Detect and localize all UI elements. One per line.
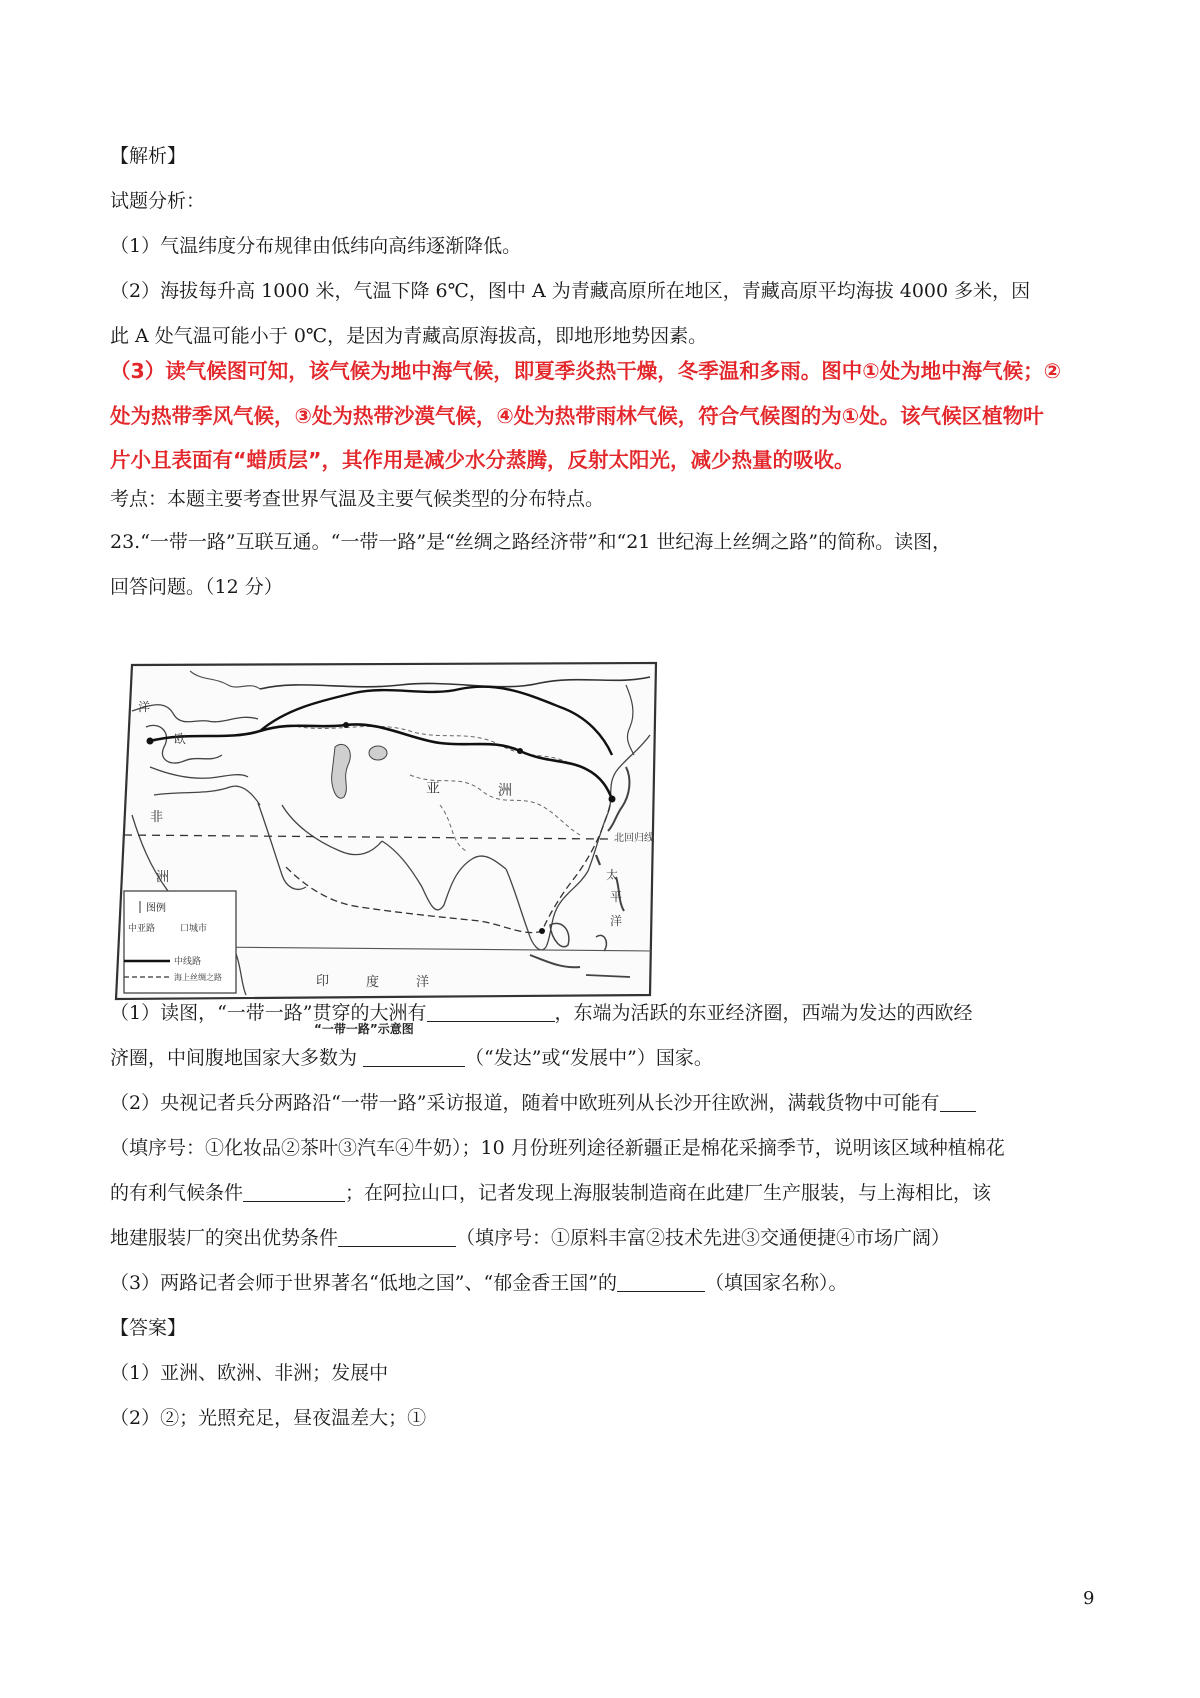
map-label-asia-2: 洲 [498,783,512,799]
map-label-europe: 欧 [174,732,187,746]
analysis-point-3-line-2: 处为热带季风气候，③处为热带沙漠气候，④处为热带雨林气候，符合气候图的为①处。该气候区植物叶 [110,404,1044,428]
map-label-indian-1: 印 [316,974,330,989]
sub-question-3-line: （3）两路记者会师于世界著名“低地之国”、“郁金香王国”的 （填国家名称）。 [110,1272,848,1294]
sub-question-1-line-2: 济圈，中间腹地国家大多数为 （“发达”或“发展中”）国家。 [110,1047,713,1069]
analysis-point-1: （1）气温纬度分布规律由低纬向高纬逐渐降低。 [110,235,522,257]
map-label-africa-1: 非 [150,810,164,825]
map-label-indian-3: 洋 [416,975,430,990]
map-label-tropic: 北回归线 [614,833,654,844]
analysis-point-2-line-1: （2）海拔每升高 1000 米，气温下降 6℃，图中 A 为青藏高原所在地区，青藏高原平均海拔 4000 多米，因 [110,280,1031,302]
map-label-asia-1: 亚 [426,781,440,797]
sub-question-2-line-2: （填序号：①化妆品②茶叶③汽车④牛奶）；10 月份班列途径新疆正是棉花采摘季节，说明该区域种植棉花 [110,1137,1005,1159]
map-label-pacific-3: 洋 [610,914,623,928]
legend-title: 图例 [146,903,166,914]
question-23-stem-line-1: 23.“一带一路”互联互通。“一带一路”是“丝绸之路经济带”和“21 世纪海上丝绸之路”的简称。读图， [110,531,952,553]
sub-question-1-line-1: （1）读图，“一带一路”贯穿的大洲有 ，东端为活跃的东亚经济圈，西端为发达的西欧经 [110,1002,973,1024]
legend-item-1: 中亚路 [128,924,156,934]
legend-item-4: 海上丝绸之路 [174,973,222,982]
sub-question-2-line-1: （2）央视记者兵分两路沿“一带一路”采访报道，随着中欧班列从长沙开往欧洲，满载货物中可能有 [110,1090,1100,1116]
analysis-heading: 【解析】 [110,145,187,167]
map-label-atlantic: 洋 [138,700,151,714]
answer-blank-climate[interactable] [243,1181,345,1202]
analysis-intro: 试题分析： [110,190,206,212]
map-caption: “一带一路”示意图 [314,1022,414,1036]
legend-item-2: 口城市 [180,924,208,934]
answer-2: （2）②；光照充足，昼夜温差大；① [110,1407,427,1429]
map-label-pacific-1: 太 [606,868,619,882]
answer-blank-continents[interactable] [427,1001,555,1022]
page-number: 9 [1083,1588,1095,1609]
map-label-indian-2: 度 [366,975,380,990]
answer-blank-development[interactable] [363,1046,465,1067]
legend-item-3: 中线路 [174,957,202,967]
map-label-africa-2: 洲 [156,870,170,885]
map-label-pacific-2: 平 [610,890,623,904]
answer-blank-advantage[interactable] [338,1226,456,1247]
sub-question-2-line-3: 的有利气候条件 ；在阿拉山口，记者发现上海服装制造商在此建厂生产服装，与上海相比，该 [110,1182,992,1204]
analysis-point-2-line-2: 此 A 处气温可能小于 0℃，是因为青藏高原海拔高，即地形地势因素。 [110,325,708,347]
answer-blank-country[interactable] [617,1271,705,1292]
sub-question-2-line-4: 地建服装厂的突出优势条件 （填序号：①原料丰富②技术先进③交通便捷④市场广阔） [110,1227,951,1249]
analysis-point-3-line-3: 片小且表面有“蜡质层”，其作用是减少水分蒸腾，反射太阳光，减少热量的吸收。 [110,448,855,472]
kaodian-note: 考点：本题主要考查世界气温及主要气候类型的分布特点。 [110,488,605,510]
answer-heading: 【答案】 [110,1317,187,1339]
answer-blank-cargo[interactable] [940,1091,976,1112]
answer-1: （1）亚洲、欧洲、非洲；发展中 [110,1362,389,1384]
question-23-stem-line-2: 回答问题。（12 分） [110,576,283,598]
analysis-point-3-line-1: （3）读气候图可知，该气候为地中海气候，即夏季炎热干燥，冬季温和多雨。图中①处为地中海气候；② [110,359,1061,383]
